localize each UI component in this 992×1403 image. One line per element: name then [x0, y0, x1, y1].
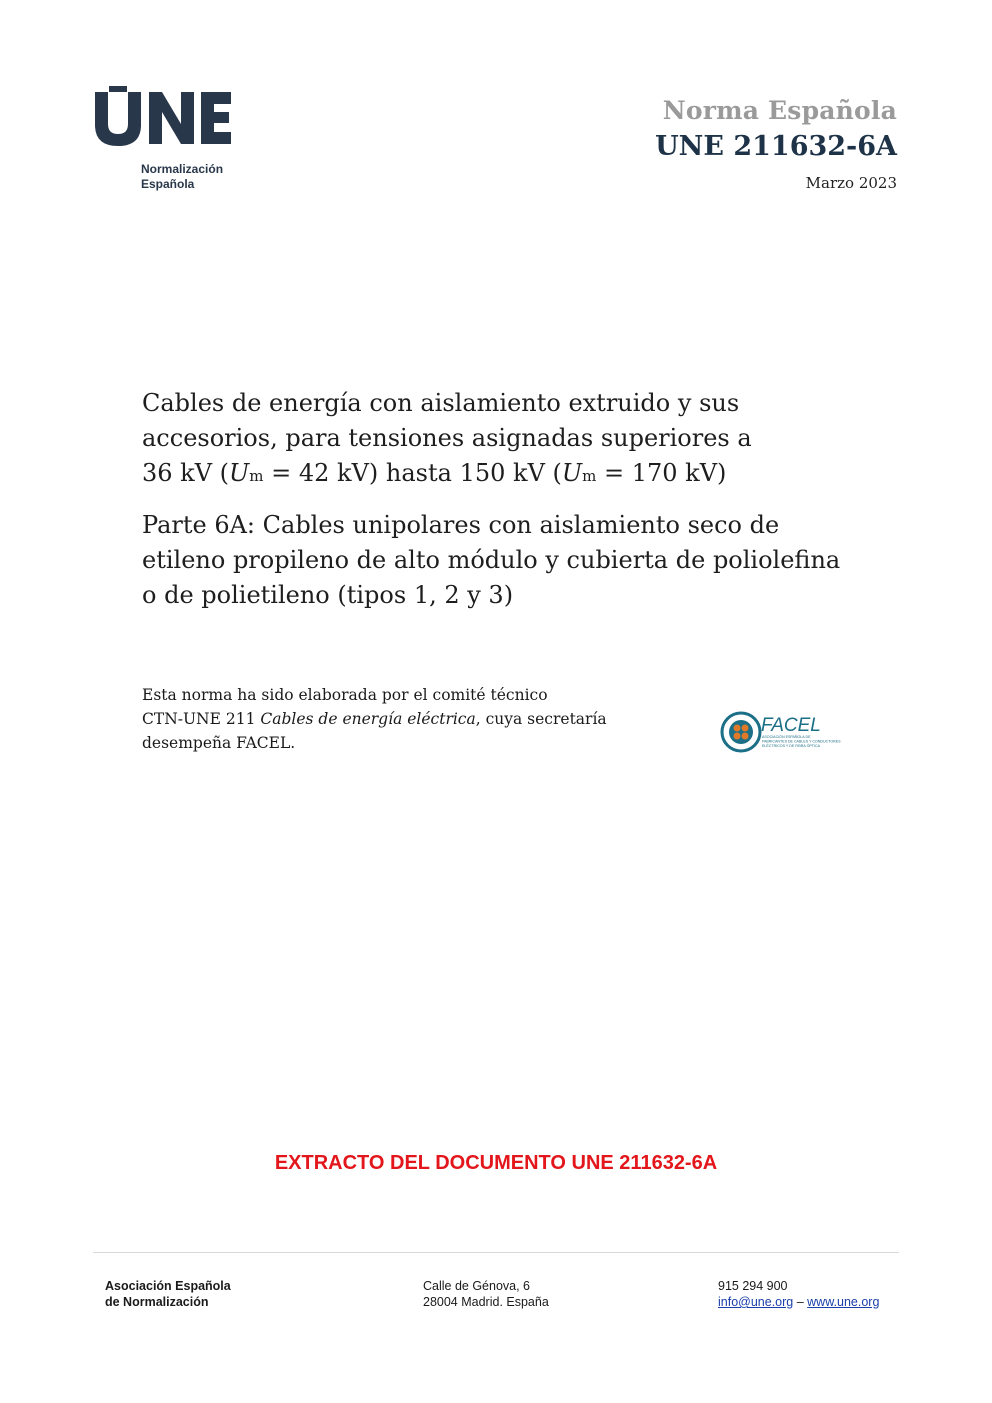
footer-link-separator: –	[793, 1295, 808, 1309]
footer-links	[718, 1294, 879, 1310]
title-sub-m: m	[249, 467, 264, 485]
committee-line-1: Esta norma ha sido elaborada por el comité técnico	[142, 686, 548, 704]
facel-logo	[720, 708, 865, 756]
title-line-3-text-b: = 42 kV) hasta 150 kV (	[263, 459, 562, 487]
title-line-1: Cables de energía con aislamiento extruido y sus	[142, 389, 740, 417]
part-line-3: o de polietileno (tipos 1, 2 y 3)	[142, 581, 514, 609]
footer-address	[423, 1278, 549, 1310]
extract-notice: EXTRACTO DEL DOCUMENTO UNE 211632-6A	[274, 1152, 718, 1174]
facel-logo-graphic	[720, 708, 865, 756]
footer-phone: 915 294 900	[718, 1279, 788, 1293]
footer-address-line-2: 28004 Madrid. España	[423, 1295, 549, 1309]
title-line-3-text-c: = 170 kV)	[596, 459, 727, 487]
title-sub-m-2: m	[582, 467, 597, 485]
logo-subtitle-line1: Normalización	[141, 162, 224, 176]
norma-label: Norma Española	[662, 96, 897, 125]
facel-tagline-2: FABRICANTES DE CABLES Y CONDUCTORES	[762, 739, 841, 744]
footer-address-line-1: Calle de Génova, 6	[423, 1279, 531, 1293]
footer-org-line-2: de Normalización	[105, 1295, 209, 1309]
committee-name: Cables de energía eléctrica	[260, 710, 476, 728]
une-logo-wordmark	[93, 86, 233, 148]
title-var-u-2: U	[561, 459, 583, 487]
footer-email-link[interactable]: info@une.org	[718, 1295, 794, 1309]
title-line-2: accesorios, para tensiones asignadas superiores a	[142, 424, 752, 452]
footer-web-link[interactable]: www.une.org	[807, 1295, 880, 1309]
norma-header	[655, 96, 897, 192]
logo-subtitle	[141, 162, 223, 192]
une-logo	[93, 86, 243, 196]
facel-tagline-1: ASOCIACIÓN ESPAÑOLA DE	[762, 735, 811, 739]
footer-org-line-1: Asociación Española	[105, 1279, 231, 1293]
committee-line-2	[142, 707, 682, 731]
footer-divider	[93, 1252, 899, 1253]
title-var-u: U	[229, 459, 250, 487]
committee-line-3: desempeña FACEL.	[142, 734, 296, 752]
committee-code: CTN-UNE 211	[142, 710, 261, 728]
document-title	[142, 386, 902, 613]
committee-line-2-end: , cuya secretaría	[475, 710, 607, 728]
committee-info	[142, 683, 682, 755]
facel-name: FACEL	[761, 715, 821, 736]
facel-tagline-3: ELÉCTRICOS Y DE FIBRA ÓPTICA	[762, 744, 820, 748]
norma-date: Marzo 2023	[805, 174, 897, 192]
footer-contact	[718, 1278, 879, 1310]
title-line-3	[142, 456, 902, 494]
title-line-3-text-a: 36 kV (	[142, 459, 230, 487]
logo-subtitle-line2: Española	[141, 177, 195, 191]
norma-code: UNE 211632-6A	[655, 131, 897, 162]
part-line-2: etileno propileno de alto módulo y cubierta de poliolefina	[142, 546, 841, 574]
footer-organization	[105, 1278, 231, 1310]
part-line-1: Parte 6A: Cables unipolares con aislamiento seco de	[142, 511, 780, 539]
